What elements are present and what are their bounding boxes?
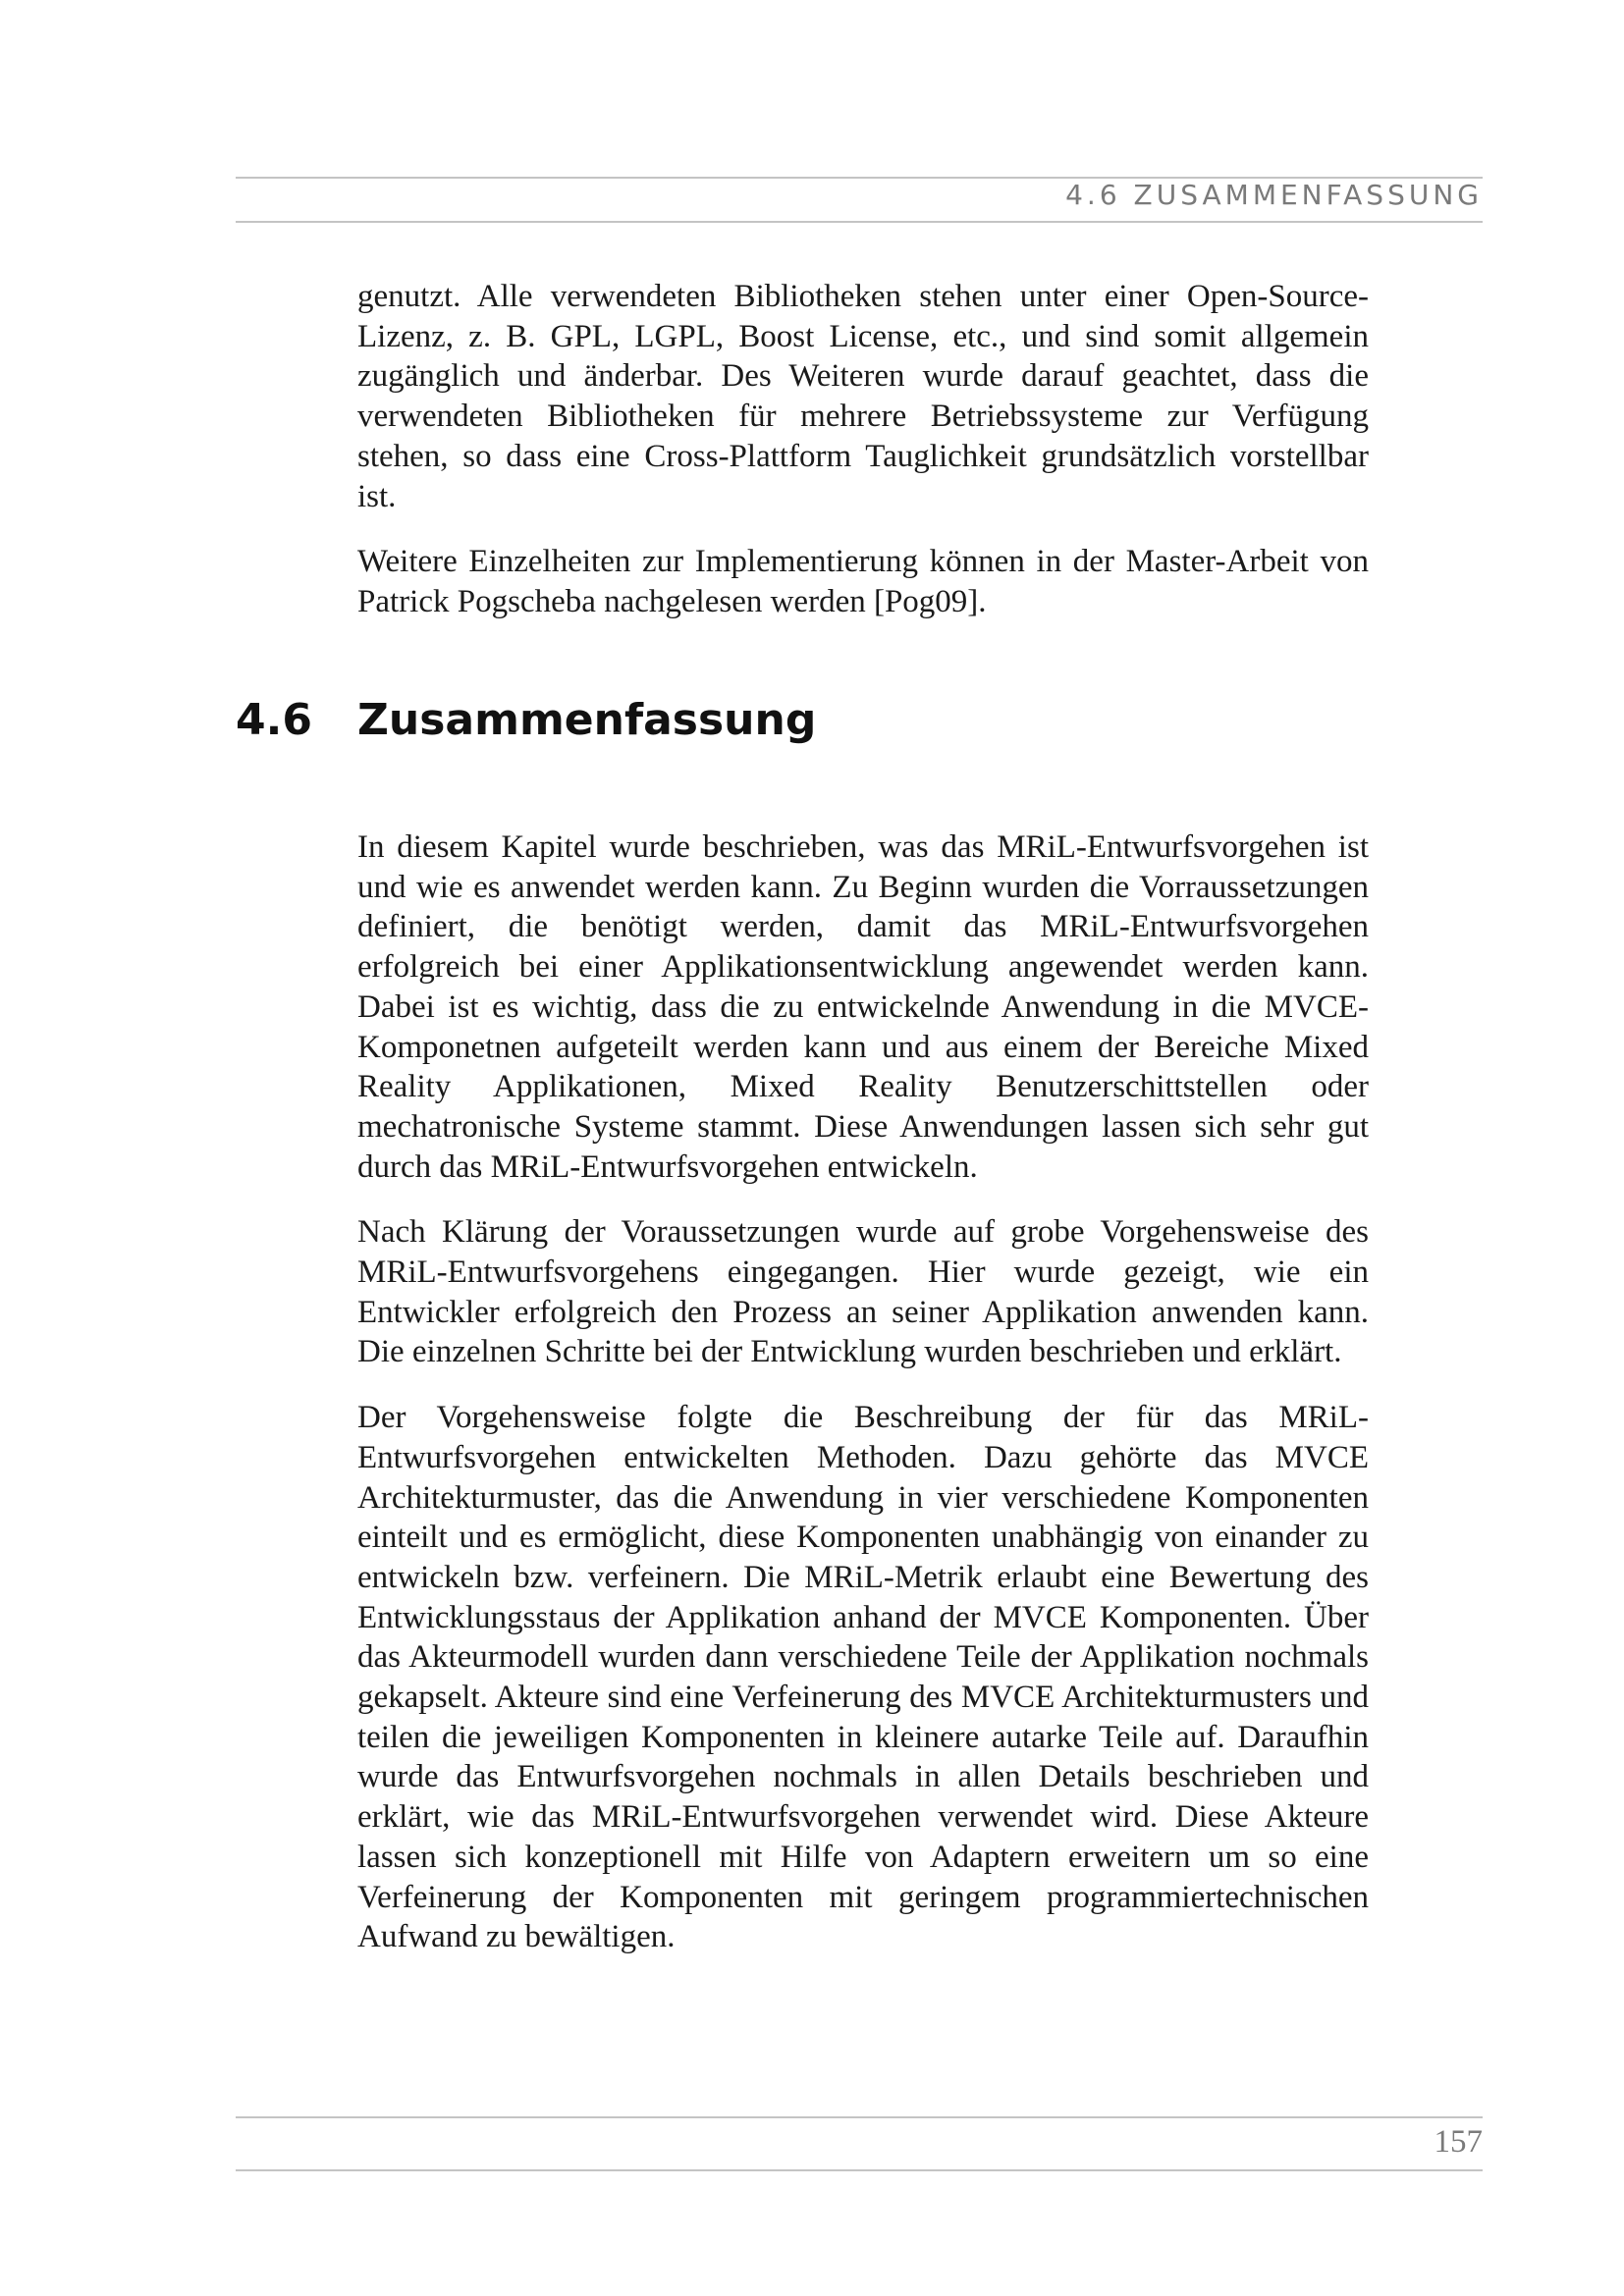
section-number: 4.6: [236, 695, 312, 745]
running-head: 4.6 ZUSAMMENFASSUNG: [1065, 179, 1483, 211]
page-number: 157: [1434, 2124, 1483, 2160]
footer-rule-top: [236, 2116, 1483, 2118]
section-heading: [236, 695, 817, 745]
paragraph-libraries: genutzt. Alle verwendeten Bibliotheken stehen unter einer Open-Source-Lizenz, z. B. GPL, LGPL, Boost License, etc., und sind somit allgemein zugänglich und änderbar. Des Weiteren wurde darauf geachtet, dass die verwendeten Bibliotheken für mehrere Betriebssysteme zur Verfügung stehen, so dass eine Cross-Plattform Tauglichkeit grundsätzlich vorstellbar ist.: [357, 279, 1369, 514]
paragraph-chapter-overview: In diesem Kapitel wurde beschrieben, was das MRiL-Entwurfsvorgehen ist und wie es anwendet werden kann. Zu Beginn wurden die Vorraussetzungen definiert, die benötigt werden, damit das MRiL-Entwurfsvorgehen erfolgreich bei einer Applikationsentwicklung angewendet werden kann. Dabei ist es wichtig, dass die zu entwickelnde Anwendung in die MVCE-Komponetnen aufgeteilt werden kann und aus einem der Bereiche Mixed Reality Applikationen, Mixed Reality Benutzerschittstellen oder mechatronische Systeme stammt. Diese Anwendungen lassen sich sehr gut durch das MRiL-Entwurfsvorgehen entwickeln.: [357, 829, 1369, 1185]
section-title: Zusammenfassung: [357, 695, 817, 745]
top-text-block: [357, 277, 1369, 622]
paragraph-further-details: Weitere Einzelheiten zur Implementierung können in der Master-Arbeit von Patrick Pogscheba nachgelesen werden [Pog09].: [357, 544, 1369, 619]
footer-rule-bottom: [236, 2169, 1483, 2171]
section-text-block: [357, 828, 1369, 1957]
paragraph-procedure: Nach Klärung der Voraussetzungen wurde auf grobe Vorgehensweise des MRiL-Entwurfsvorgehens eingegangen. Hier wurde gezeigt, wie ein Entwickler erfolgreich den Prozess an seiner Applikation anwenden kann. Die einzelnen Schritte bei der Entwicklung wurden beschrieben und erklärt.: [357, 1214, 1369, 1370]
paragraph-methods: Der Vorgehensweise folgte die Beschreibung der für das MRiL-Entwurfsvorgehen entwickelten Methoden. Dazu gehörte das MVCE Architekturmuster, das die Anwendung in vier verschiedene Komponenten einteilt und es ermöglicht, diese Komponenten unabhängig von einander zu entwickeln bzw. verfeinern. Die MRiL-Metrik erlaubt eine Bewertung des Entwicklungsstaus der Applikation anhand der MVCE Komponenten. Über das Akteurmodell wurden dann verschiedene Teile der Applikation nochmals gekapselt. Akteure sind eine Verfeinerung des MVCE Architekturmusters und teilen die jeweiligen Komponenten in kleinere autarke Teile auf. Daraufhin wurde das Entwurfsvorgehen nochmals in allen Details beschrieben und erklärt, wie das MRiL-Entwurfsvorgehen verwendet wird. Diese Akteure lassen sich konzeptionell mit Hilfe von Adaptern erweitern um so eine Verfeinerung der Komponenten mit geringem programmiertechnischen Aufwand zu bewältigen.: [357, 1400, 1369, 1955]
header-rule-bottom: [236, 221, 1483, 223]
